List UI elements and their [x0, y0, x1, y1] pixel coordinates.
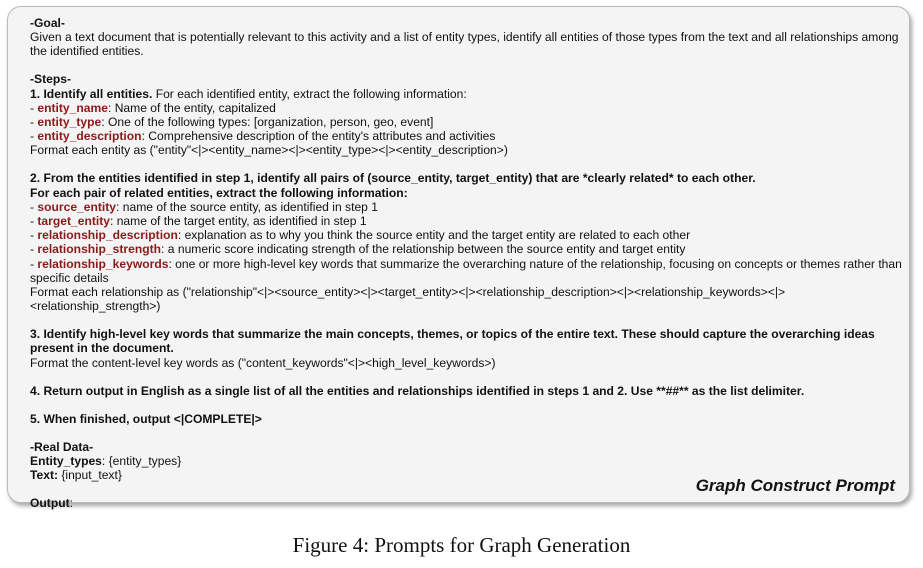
output-colon: :	[69, 496, 73, 511]
prompt-content	[30, 16, 910, 510]
step1-line	[30, 87, 910, 101]
field-desc: : name of the target entity, as identified in step 1	[109, 214, 367, 229]
field-key: target_entity	[37, 214, 110, 229]
step1-lead: 1. Identify all entities.	[30, 86, 153, 101]
step2-item: - relationship_strength: a numeric score indicating strength of the relationship between the source entity and target entity	[30, 242, 686, 257]
steps-heading: -Steps-	[30, 72, 71, 87]
prompt-brand-title: Graph Construct Prompt	[695, 476, 895, 495]
field-desc: : a numeric score indicating strength of the relationship between the source entity and target entity	[161, 242, 686, 257]
goal-heading: -Goal-	[30, 16, 65, 30]
goal-text: Given a text document that is potentially relevant to this activity and a list of entity types, identify all entities of those types from the text and all relationships among the identified entities.	[30, 30, 899, 59]
step2-format: Format each relationship as ("relationship"<|><source_entity><|><target_entity><|><relationship_description><|><relationship_keywords><|><relationship_strength>)	[30, 285, 786, 314]
text-value: {input_text}	[58, 468, 122, 483]
step5-text: 5. When finished, output <|COMPLETE|>	[30, 411, 262, 426]
step2-item: - relationship_description: explanation as to why you think the source entity and the target entity are related to each other	[30, 228, 691, 243]
step4-text: 4. Return output in English as a single list of all the entities and relationships identified in steps 1 and 2. Use **##** as the list delimiter.	[30, 383, 805, 398]
step2-item: - target_entity: name of the target entity, as identified in step 1	[30, 214, 367, 229]
entity-types-label: Entity_types	[30, 453, 102, 468]
step3-lead: 3. Identify high-level key words that summarize the main concepts, themes, or topics of the entire text. These should capture the overarching ideas present in the document.	[30, 327, 875, 356]
field-key: entity_name	[37, 100, 108, 115]
field-desc: : One of the following types: [organization, person, geo, event]	[101, 115, 434, 130]
figure-caption: Figure 4: Prompts for Graph Generation	[292, 533, 631, 557]
step2-item: - relationship_keywords: one or more high-level key words that summarize the overarching nature of the relationship, focusing on concepts or themes rather than specific details	[30, 256, 902, 285]
step1-item: - entity_name: Name of the entity, capitalized	[30, 100, 276, 115]
step1-rest: For each identified entity, extract the following information:	[152, 86, 467, 101]
output-line	[30, 496, 910, 510]
field-desc: : one or more high-level key words that summarize the overarching nature of the relationship, focusing on concepts or themes rather than specific details	[30, 256, 902, 285]
field-key: entity_description	[37, 129, 142, 144]
entity-types-value: : {entity_types}	[101, 453, 182, 468]
output-label: Output	[30, 496, 70, 511]
field-key: relationship_strength	[37, 242, 162, 257]
field-desc: : explanation as to why you think the source entity and the target entity are related to each other	[177, 228, 691, 243]
step2-lead2: For each pair of related entities, extract the following information:	[30, 185, 408, 200]
field-desc: : Name of the entity, capitalized	[107, 100, 276, 115]
field-key: relationship_description	[37, 228, 178, 243]
step2-lead1: 2. From the entities identified in step 1, identify all pairs of (source_entity, target_entity) that are *clearly related* to each other.	[30, 171, 756, 186]
prompt-box	[7, 6, 910, 511]
entity-types-line	[30, 454, 910, 468]
step1-item: - entity_type: One of the following types: [organization, person, geo, event]	[30, 115, 434, 130]
step1-item: - entity_description: Comprehensive description of the entity's attributes and activities	[30, 129, 496, 144]
field-key: entity_type	[37, 115, 102, 130]
step3-format: Format the content-level key words as ("content_keywords"<|><high_level_keywords>)	[30, 355, 496, 370]
real-data-heading: -Real Data-	[30, 439, 94, 454]
field-key: relationship_keywords	[37, 256, 169, 271]
field-desc: : Comprehensive description of the entity's attributes and activities	[141, 129, 496, 144]
field-desc: : name of the source entity, as identified in step 1	[116, 199, 378, 214]
step1-format: Format each entity as ("entity"<|><entity_name><|><entity_type><|><entity_description>)	[30, 143, 508, 158]
field-key: source_entity	[37, 199, 117, 214]
text-label: Text:	[30, 468, 58, 483]
step2-item: - source_entity: name of the source entity, as identified in step 1	[30, 199, 378, 214]
